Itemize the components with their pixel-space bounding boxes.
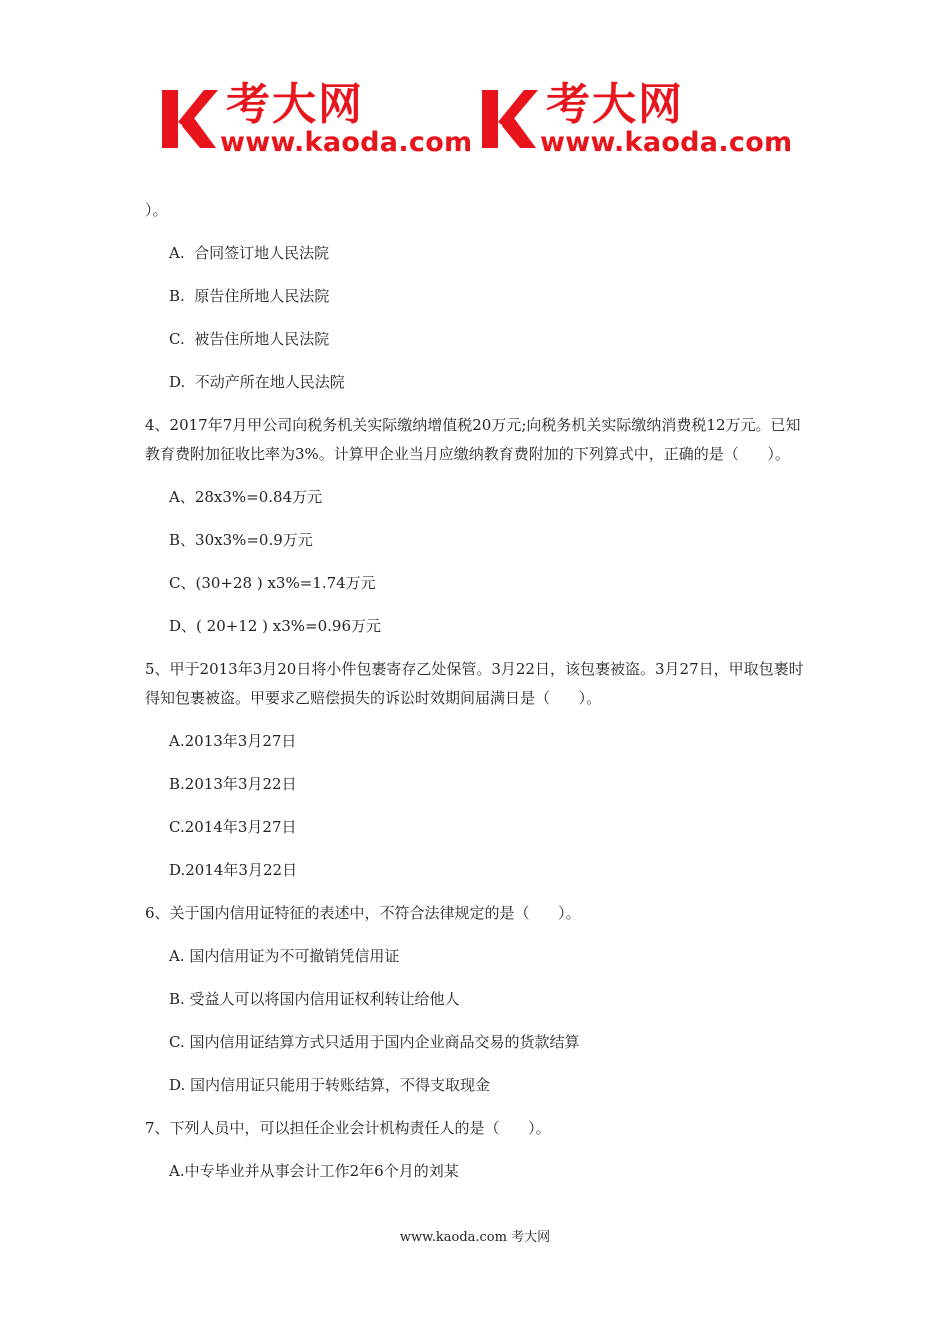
question-continuation: ）。 (145, 201, 168, 219)
option-line: B. 受益人可以将国内信用证权利转让给他人 (169, 990, 460, 1008)
k-logo-icon (480, 88, 538, 150)
option-line: C. 被告住所地人民法院 (169, 330, 330, 348)
question-7: 7、下列人员中，可以担任企业会计机构责任人的是（ ）。 (145, 1119, 551, 1137)
kaoda-logo-left (160, 79, 478, 158)
option-line: C.2014年3月27日 (169, 818, 297, 836)
k-logo-icon (160, 88, 218, 150)
document-body (145, 196, 815, 1186)
option-line: B、30x3%=0.9万元 (169, 531, 313, 549)
option-line: B. 原告住所地人民法院 (169, 287, 330, 305)
kaoda-logo-right (480, 79, 798, 158)
option-line: B.2013年3月22日 (169, 775, 297, 793)
option-line: A、28x3%=0.84万元 (169, 488, 323, 506)
logo-brand-name: 考大网 (226, 79, 364, 130)
option-line: D.2014年3月22日 (169, 861, 298, 879)
logo-url: www.kaoda.com (220, 127, 473, 158)
option-line: D. 不动产所在地人民法院 (169, 373, 345, 391)
page-footer: www.kaoda.com 考大网 (399, 1230, 551, 1245)
option-line: A.2013年3月27日 (169, 732, 297, 750)
question-6: 6、关于国内信用证特征的表述中，不符合法律规定的是（ ）。 (145, 904, 581, 922)
option-line: A. 合同签订地人民法院 (169, 244, 330, 262)
option-line: D. 国内信用证只能用于转账结算，不得支取现金 (169, 1076, 491, 1094)
option-line: A.中专毕业并从事会计工作2年6个月的刘某 (169, 1162, 459, 1180)
option-line: C、(30+28 ) x3%=1.74万元 (169, 574, 376, 592)
question-5: 5、甲于2013年3月20日将小件包裹寄存乙处保管。3月22日，该包裹被盗。3月27日，甲取包裹时得知包裹被盗。甲要求乙赔偿损失的诉讼时效期间届满日是（ ）。 (145, 660, 804, 707)
logo-url: www.kaoda.com (540, 127, 793, 158)
option-line: A. 国内信用证为不可撤销凭信用证 (169, 947, 400, 965)
logo-brand-name: 考大网 (546, 79, 684, 130)
option-line: C. 国内信用证结算方式只适用于国内企业商品交易的货款结算 (169, 1033, 580, 1051)
question-4: 4、2017年7月甲公司向税务机关实际缴纳增值税20万元;向税务机关实际缴纳消费税12万元。已知教育费附加征收比率为3%。计算甲企业当月应缴纳教育费附加的下列算式中，正确的是（ ）。 (145, 416, 801, 463)
option-line: D、( 20+12 ) x3%=0.96万元 (169, 617, 381, 635)
